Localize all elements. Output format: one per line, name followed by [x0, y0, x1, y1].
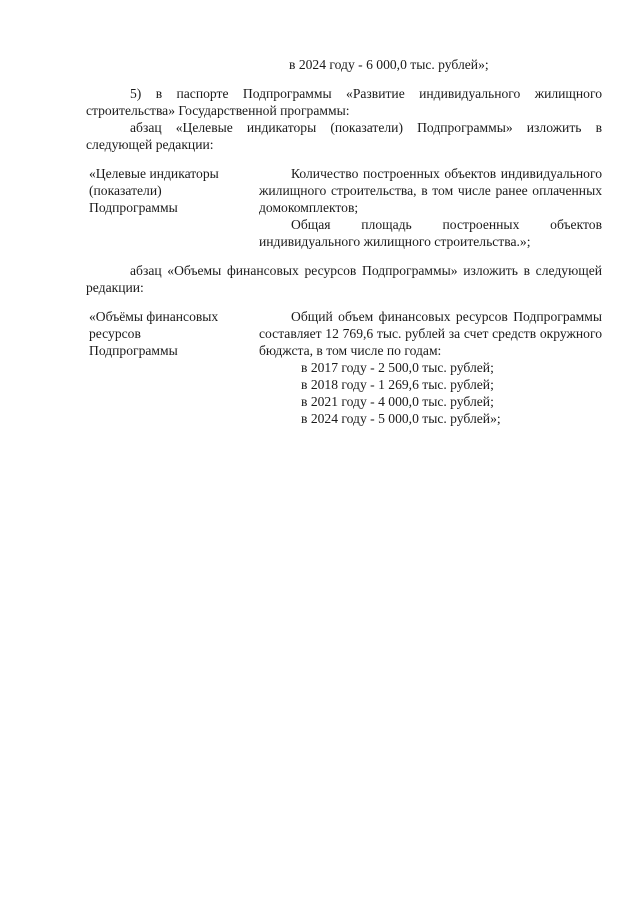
financing-left-line: Подпрограммы [89, 343, 178, 358]
spacer [86, 250, 602, 262]
financing-year-line: в 2017 году - 2 500,0 тыс. рублей; [301, 360, 494, 375]
abzac-financial-resources: абзац «Объемы финансовых ресурсов Подпрограммы» изложить в следующей редакции: [86, 263, 602, 295]
indicator-count: Количество построенных объектов индивидуального жилищного строительства, в том числе ранее оплаченных домокомплектов; [259, 166, 602, 215]
financing-year-line: в 2024 году - 5 000,0 тыс. рублей»; [301, 411, 501, 426]
indicators-left-line: (показатели) [89, 183, 162, 198]
top-line: в 2024 году - 6 000,0 тыс. рублей»; [289, 57, 489, 72]
financing-year-line: в 2018 году - 1 269,6 тыс. рублей; [301, 377, 494, 392]
indicators-left-line: «Целевые индикаторы [89, 166, 219, 181]
financing-table-right [249, 308, 602, 427]
paragraph-5: 5) в паспорте Подпрограммы «Развитие индивидуального жилищного строительства» Государственной программы: [86, 86, 602, 118]
financing-left-line: ресурсов [89, 326, 141, 341]
financing-year-line: в 2021 году - 4 000,0 тыс. рублей; [301, 394, 494, 409]
indicators-table [86, 165, 602, 250]
spacer [86, 73, 602, 85]
spacer [86, 296, 602, 308]
abzac-target-indicators: абзац «Целевые индикаторы (показатели) Подпрограммы» изложить в следующей редакции: [86, 120, 602, 152]
spacer [86, 153, 602, 165]
financing-total: Общий объем финансовых ресурсов Подпрограммы составляет 12 769,6 тыс. рублей за счет средств окружного бюджста, в том числе по годам: [259, 309, 602, 358]
financing-left-line: «Объёмы финансовых [89, 309, 219, 324]
document-page [86, 56, 602, 427]
financing-table [86, 308, 602, 427]
indicator-area: Общая площадь построенных объектов индивидуального жилищного строительства.»; [259, 217, 602, 249]
financing-table-left [86, 308, 249, 427]
indicators-table-right [249, 165, 602, 250]
indicators-left-line: Подпрограммы [89, 200, 178, 215]
indicators-table-left [86, 165, 249, 250]
